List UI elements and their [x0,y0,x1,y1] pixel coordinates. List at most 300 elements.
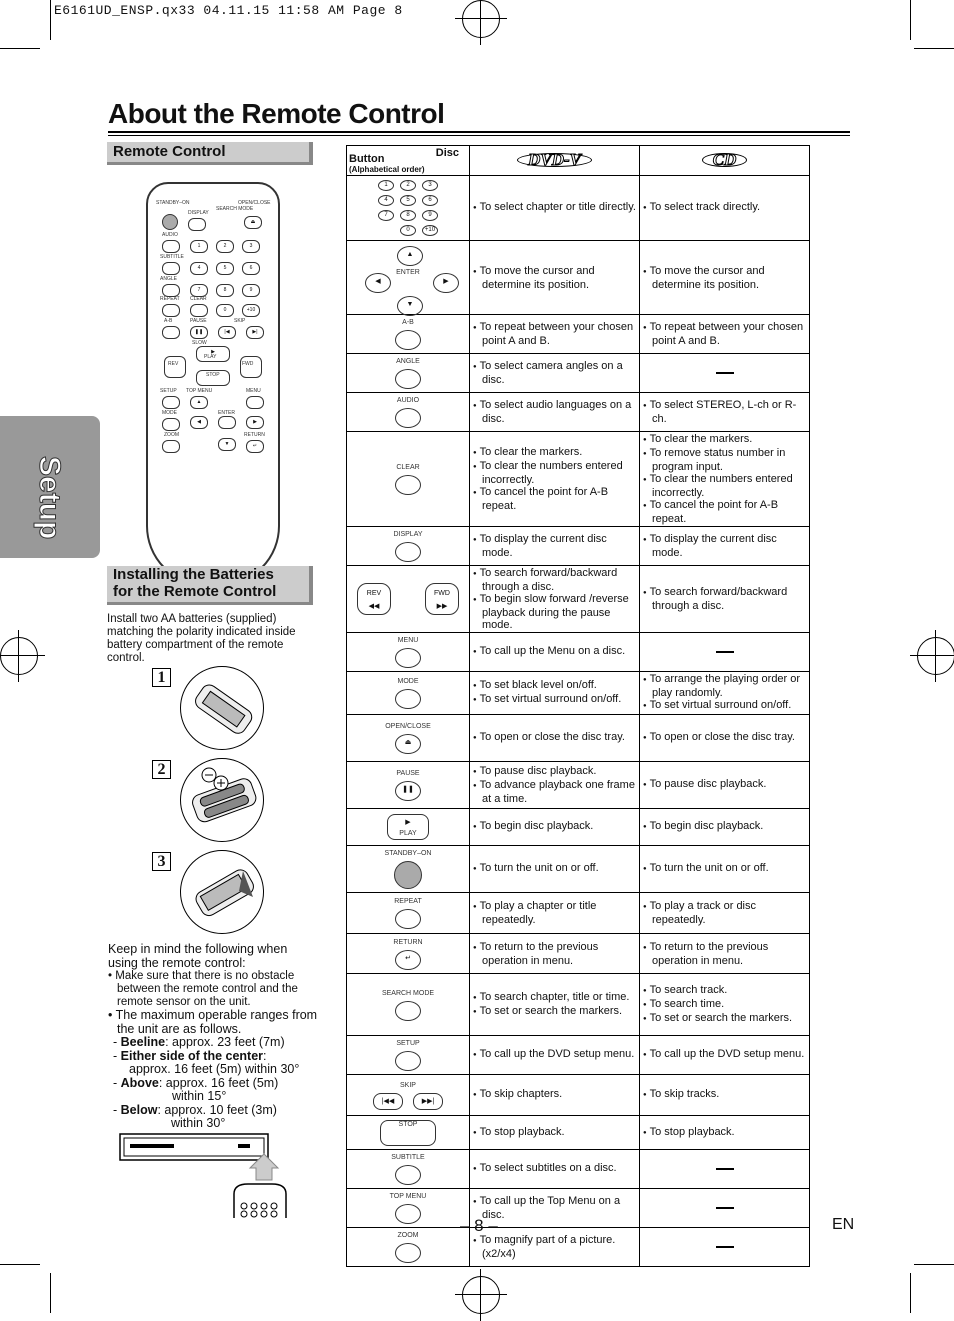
button-label: ENTER [396,268,420,276]
range-center: - Either side of the center: [113,1048,267,1063]
crop-mark [910,1273,911,1313]
number-key-icon: 1 [190,240,208,253]
stop-icon [380,1120,436,1146]
registration-mark [462,1276,500,1314]
not-applicable-dash [716,372,734,374]
number-key-icon: 6 [242,262,260,275]
table-row [347,893,810,934]
dvd-function-cell [470,527,640,566]
button-cell [347,354,470,393]
function-description: ● To display the current disc mode. [473,533,636,559]
function-description: ● To search track. [643,984,806,998]
dvd-function-cell [470,1150,640,1189]
cd-function-cell [640,241,810,315]
function-description: ● To stop playback. [473,1126,636,1140]
function-description: ● To play a track or disc repeatedly. [643,900,806,926]
remote-key-label: ANGLE [160,276,177,282]
button-cell [347,1228,470,1267]
button-cell [347,633,470,672]
down-arrow-icon: ▼ [397,296,423,316]
remote-button-icon [395,1204,421,1224]
function-description: ● To skip chapters. [473,1088,636,1102]
dvd-function-cell [470,934,640,974]
remote-key-label: CLEAR [190,296,207,302]
function-description: ● To call up the Menu on a disc. [473,645,636,659]
dvd-function-cell [470,241,640,315]
dvd-function-cell [470,354,640,393]
function-description: ● To clear the markers. [473,446,636,460]
button-cell [347,715,470,762]
number-key-icon: +10 [242,304,260,317]
button-label: ANGLE [396,358,420,365]
function-description: ● To set or search the markers. [643,1012,806,1026]
cd-function-cell [640,1228,810,1267]
registration-mark [462,0,500,38]
skip-forward-icon: ▶| [246,326,264,339]
table-row [347,762,810,809]
function-description: ● To cancel the point for A-B repeat. [473,486,636,512]
audio-button-icon [162,240,180,253]
range-label: Below [120,1102,158,1117]
left-arrow-icon: ◀ [190,416,208,429]
table-row [347,1075,810,1116]
button-label: SKIP [400,1081,416,1089]
right-arrow-icon: ▶ [433,273,459,293]
crop-mark [910,0,911,40]
cd-function-cell [640,633,810,672]
button-cell [347,974,470,1036]
function-description: ● To open or close the disc tray. [473,731,636,745]
cursor-keys [347,245,469,311]
cd-logo: CD [702,153,748,167]
table-row [347,354,810,393]
step-number: 1 [152,668,171,687]
range-value: : approx. 23 feet (7m) [165,1035,285,1049]
function-description: ● To begin disc playback. [473,820,636,834]
button-label: SETUP [396,1040,420,1047]
header-button-label: Button [349,153,385,165]
zoom-button-icon [162,440,180,453]
side-tab-label: Setup [33,456,66,540]
remote-button-icon [395,542,421,562]
button-cell [347,672,470,715]
pause-icon: ❚❚ [190,326,208,339]
button-function-table [346,145,810,1267]
table-row [347,715,810,762]
function-description: ● To search time. [643,998,806,1012]
side-tab [0,416,100,558]
function-description: ● To clear the numbers entered incorrectly. [473,460,636,486]
range-center-value: approx. 16 feet (5m) within 30° [129,1062,300,1076]
up-arrow-icon: ▲ [190,396,208,409]
repeat-button-icon [162,304,180,317]
return-icon: ↵ [395,950,421,970]
cd-function-cell [640,315,810,354]
cd-function-cell [640,974,810,1036]
dvd-function-cell [470,762,640,809]
not-applicable-dash [716,1168,734,1170]
button-label: OPEN/CLOSE [385,723,431,730]
function-description: ● To return to the previous operation in menu. [473,941,636,967]
batteries-heading-line2: for the Remote Control [113,583,277,600]
crop-mark [0,1264,40,1265]
function-description: ● To select chapter or title directly. [473,201,636,215]
function-description: ● To stop playback. [643,1126,806,1140]
remote-button-icon [395,1243,421,1263]
function-description: ● To select audio languages on a disc. [473,399,636,425]
crop-mark [914,1264,954,1265]
dvd-function-cell [470,974,640,1036]
cd-function-cell [640,1189,810,1228]
crop-mark [914,48,954,49]
notes-bullet-text: The maximum operable ranges from the unit are as follows. [115,1008,318,1036]
dvd-function-cell [470,1036,640,1075]
button-label: REPEAT [394,898,422,905]
function-description: ● To search forward/backward through a disc. [473,567,636,593]
menu-button-icon [246,396,264,409]
button-cell [347,846,470,893]
enter-button-icon [218,416,236,429]
setup-button-icon [162,396,180,409]
ab-button-icon [162,326,180,339]
cd-function-cell [640,566,810,633]
cd-function-cell [640,1116,810,1150]
button-label: PAUSE [396,770,420,777]
remote-button-icon [395,1051,421,1071]
table-row [347,1036,810,1075]
button-label: PLAY [399,830,417,837]
button-label: MENU [397,637,419,644]
batteries-intro: Install two AA batteries (supplied) matching the polarity indicated inside battery compartment of the remote control. [107,613,296,664]
function-description: ● To search forward/backward through a disc. [643,586,806,612]
cd-function-cell [640,354,810,393]
range-label: Beeline [120,1035,166,1049]
up-arrow-icon: ▲ [397,246,423,266]
file-header-line: E6161UD_ENSP.qx33 04.11.15 11:58 AM Page 8 [54,3,403,18]
cd-function-cell [640,715,810,762]
unit-range-illustration [118,1132,288,1222]
function-description: ● To advance playback one frame at a time. [473,779,636,805]
function-description: ● To set virtual surround on/off. [473,693,636,707]
function-description: ● To open or close the disc tray. [643,731,806,745]
not-applicable-dash [716,651,734,653]
step-number: 3 [152,852,171,871]
function-description: ● To pause disc playback. [643,778,806,792]
dvd-function-cell [470,893,640,934]
remote-key-label: FWD [242,361,254,367]
remote-key-label: SLOW [192,340,207,346]
page-title: About the Remote Control [108,98,445,129]
rev-button-icon: REV ◀◀ [357,583,391,615]
header-disc-label: Disc [435,147,459,159]
dvd-function-cell [470,633,640,672]
batteries-heading-line1: Installing the Batteries [113,566,274,583]
button-cell [347,1036,470,1075]
range-value: : approx. 16 feet (5m) [158,1075,279,1090]
remote-button-icon [395,330,421,350]
remote-key-label: REV [168,361,179,367]
remote-key-label: TOP MENU [186,388,213,394]
power-button-icon [394,861,422,889]
remote-usage-notes [108,943,318,1131]
dvd-function-cell [470,1075,640,1116]
number-key-icon: 0 [216,304,234,317]
button-label: SUBTITLE [391,1154,425,1161]
table-row [347,1228,810,1267]
right-arrow-icon: ▶ [246,416,264,429]
function-description: ● To move the cursor and determine its position. [643,265,806,291]
remote-button-icon [395,408,421,428]
button-cell [347,315,470,354]
function-description: ● To move the cursor and determine its position. [473,265,636,291]
range-value: : approx. 10 feet (3m) [157,1102,277,1117]
function-description: ● To call up the DVD setup menu. [643,1048,806,1062]
number-key-icon: 0 [400,225,416,236]
button-label: RETURN [393,938,423,946]
registration-mark [0,637,38,675]
cd-function-cell [640,762,810,809]
remote-button-icon [395,1001,421,1021]
remote-key-label: RETURN [244,432,265,438]
function-description: ● To select subtitles on a disc. [473,1162,636,1176]
function-description: ● To clear the markers. [643,433,806,447]
table-row [347,176,810,241]
dvd-function-cell [470,566,640,633]
batteries-heading [107,566,313,605]
number-key-icon: 9 [422,210,438,221]
remote-illustration [146,182,280,586]
table-row [347,934,810,974]
button-label: DISPLAY [393,531,423,538]
function-description: ● To call up the DVD setup menu. [473,1048,636,1062]
remote-key-label: ENTER [218,410,235,416]
button-label: STANDBY–ON [384,850,432,857]
remote-key-label: MENU [246,388,261,394]
button-cell [347,762,470,809]
table-row [347,633,810,672]
function-description: ● To set or search the markers. [473,1005,636,1019]
remote-button-icon [395,909,421,929]
remote-button-icon [395,1165,421,1185]
table-row [347,393,810,432]
cd-function-cell [640,934,810,974]
return-icon: ↵ [246,440,264,453]
number-key-icon: 3 [242,240,260,253]
remote-button-icon [395,689,421,709]
table-row [347,1116,810,1150]
function-description: ● To arrange the playing order or play randomly. [643,673,806,699]
remote-key-label: PLAY [204,354,217,360]
function-description: ● To return to the previous operation in menu. [643,941,806,967]
table-row [347,241,810,315]
remote-key-label: STANDBY–ON [156,200,190,206]
button-label: MODE [397,678,419,685]
remote-button-icon [395,369,421,389]
notes-bullet-text: Make sure that there is no obstacle between the remote control and the remote sensor on the unit. [115,970,298,1008]
function-description: ● To set virtual surround on/off. [643,699,806,713]
range-below-angle: within 30° [171,1116,226,1130]
button-cell [347,527,470,566]
table-row [347,809,810,846]
table-row [347,432,810,527]
table-row [347,315,810,354]
range-above-angle: within 15° [172,1089,227,1103]
function-description: ● To call up the Top Menu on a disc. [473,1195,636,1221]
function-description: ● To select camera angles on a disc. [473,360,636,386]
crop-mark [50,0,51,40]
table-row [347,846,810,893]
range-below: - Below: approx. 10 feet (3m) [113,1102,277,1117]
not-applicable-dash [716,1246,734,1248]
button-cell [347,393,470,432]
notes-intro: Keep in mind the following when using the remote control: [108,942,288,970]
skip-back-icon: |◀ [218,326,236,339]
range-beeline: - Beeline: approx. 23 feet (7m) [113,1035,285,1049]
function-description: ● To begin disc playback. [643,820,806,834]
function-description: ● To turn the unit on or off. [473,862,636,876]
function-description: ● To search chapter, title or time. [473,991,636,1005]
cd-function-cell [640,846,810,893]
number-key-icon: 3 [422,180,438,191]
range-label: Above [120,1075,159,1090]
button-cell [347,432,470,527]
play-icon: ▶ [196,346,230,362]
mode-button-icon [162,418,180,431]
button-label: TOP MENU [389,1193,427,1200]
fwd-button-icon: FWD ▶▶ [425,583,459,615]
remote-button-icon [395,648,421,668]
table-header-button [347,146,470,176]
button-cell [347,1075,470,1116]
table-row [347,527,810,566]
cd-function-cell [640,527,810,566]
dvd-function-cell [470,393,640,432]
subtitle-button-icon [162,262,180,275]
remote-key-label: OPEN/CLOSE [238,200,271,206]
button-cell [347,1150,470,1189]
function-description: ● To pause disc playback. [473,765,636,779]
cd-function-cell [640,893,810,934]
remote-key-label: REPEAT [160,296,180,302]
display-button-icon [188,218,206,231]
table-row [347,672,810,715]
button-label: CLEAR [396,464,420,471]
button-cell [347,809,470,846]
function-description: ● To select track directly. [643,201,806,215]
dvd-function-cell [470,176,640,241]
number-key-icon: 4 [190,262,208,275]
skip-forward-icon: ▶▶| [413,1093,443,1110]
range-above: - Above: approx. 16 feet (5m) [113,1075,279,1090]
cd-function-cell [640,672,810,715]
number-key-icon: 8 [400,210,416,221]
function-description: ● To play a chapter or title repeatedly. [473,900,636,926]
number-key-icon: 5 [216,262,234,275]
page-number: – 8 – [460,1216,498,1235]
button-cell [347,893,470,934]
button-cell [347,1116,470,1150]
remote-key-label: STOP [206,372,220,378]
crop-mark [50,1273,51,1313]
title-rule [108,131,850,136]
button-label: ZOOM [397,1232,419,1239]
function-description: ● To magnify part of a picture. (x2/x4) [473,1234,636,1260]
cd-function-cell [640,432,810,527]
table-row [347,1150,810,1189]
number-keys [347,180,469,236]
function-description: ● To skip tracks. [643,1088,806,1102]
battery-step-illustration [180,758,264,842]
table-header-row [347,146,810,176]
remote-key-label: ZOOM [164,432,179,438]
function-description: ● To set black level on/off. [473,679,636,693]
dvd-function-cell [470,1116,640,1150]
table-header-dvd [470,146,640,176]
rev-button-icon [164,356,186,378]
number-key-icon: 2 [216,240,234,253]
battery-step-illustration [180,850,264,934]
dvd-function-cell [470,315,640,354]
remote-key-label: AUDIO [162,232,178,238]
number-key-icon: 6 [422,195,438,206]
dvd-function-cell [470,672,640,715]
function-description: ● To repeat between your chosen point A and B. [643,321,806,347]
remote-button-icon [395,475,421,495]
crop-mark [0,48,40,49]
function-description: ● To turn the unit on or off. [643,862,806,876]
remote-key-label: SETUP [160,388,177,394]
function-description: ● To clear the numbers entered incorrectly. [643,473,806,499]
remote-key-label: SUBTITLE [160,254,184,260]
remote-control-heading: Remote Control [107,142,313,165]
remote-key-label: DISPLAY [188,210,209,216]
registration-mark [917,637,954,675]
number-key-icon: 2 [400,180,416,191]
dvd-function-cell [470,809,640,846]
step-number: 2 [152,760,171,779]
button-cell [347,241,470,315]
function-description: ● To cancel the point for A-B repeat. [643,499,806,525]
eject-icon: ⏏ [395,734,421,754]
battery-step-illustration [180,666,264,750]
button-cell [347,176,470,241]
dvd-function-cell [470,846,640,893]
remote-key-label: SKIP [234,318,246,324]
remote-key-label: SEARCH MODE [216,206,254,212]
notes-bullet: • Make sure that there is no obstacle between the remote control and the remote sensor on the unit. [108,970,298,1008]
fwd-button-icon [240,356,262,378]
left-arrow-icon: ◀ [365,273,391,293]
number-key-icon: 9 [242,284,260,297]
dvd-video-logo: DVD-V [517,153,592,167]
eject-icon: ⏏ [244,216,262,229]
button-cell [347,934,470,974]
notes-bullet: • The maximum operable ranges from the unit are as follows. [108,1008,318,1036]
button-label: STOP [398,1120,418,1128]
function-description: ● To display the current disc mode. [643,533,806,559]
skip-back-icon: |◀◀ [373,1093,403,1110]
cd-function-cell [640,1036,810,1075]
number-key-icon: 1 [378,180,394,191]
not-applicable-dash [716,1207,734,1209]
table-row [347,1189,810,1228]
cd-function-cell [640,393,810,432]
down-arrow-icon: ▼ [218,438,236,451]
button-label: SEARCH MODE [381,989,435,997]
function-description: ● To select STEREO, L-ch or R-ch. [643,399,806,425]
clear-button-icon [190,304,208,317]
cd-function-cell [640,176,810,241]
